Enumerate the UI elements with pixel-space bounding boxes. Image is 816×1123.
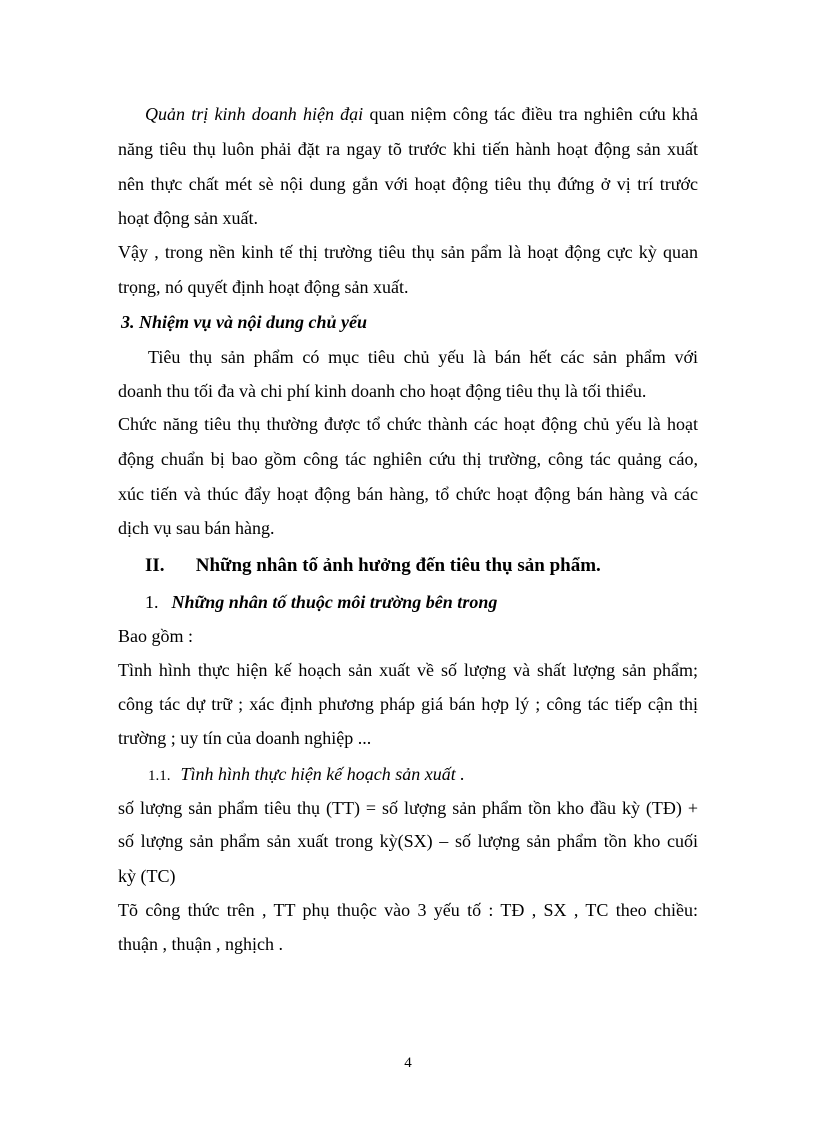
paragraph-line: hoạt động sản xuất.: [118, 208, 258, 228]
text-span: quan niệm công tác điều tra nghiên cứu khả: [369, 104, 698, 124]
paragraph-line: số lượng sản phẩm tiêu thụ (TT) = số lượng sản phẩm tồn kho đầu kỳ (TĐ) +: [118, 798, 698, 818]
subsection-heading-1-1: [148, 760, 698, 790]
paragraph-line: năng tiêu thụ luôn phải đặt ra ngay tõ trước khi tiến hành hoạt động sản xuất: [118, 139, 698, 159]
paragraph-line: Tõ công thức trên , TT phụ thuộc vào 3 yếu tố : TĐ , SX , TC theo chiều:: [118, 900, 698, 920]
paragraph-line: Chức năng tiêu thụ thường được tổ chức thành các hoạt động chủ yếu là hoạt: [118, 414, 698, 434]
paragraph-line: kỳ (TC): [118, 866, 176, 886]
paragraph-line: động chuẩn bị bao gồm công tác nghiên cứu thị trường, công tác quảng cáo,: [118, 449, 698, 469]
paragraph-line: dịch vụ sau bán hàng.: [118, 518, 275, 538]
subsection-heading: [145, 588, 698, 616]
paragraph-line: trọng, nó quyết định hoạt động sản xuất.: [118, 277, 409, 297]
section-number: II.: [145, 555, 165, 576]
paragraph-line: xúc tiến và thúc đẩy hoạt động bán hàng, tổ chức hoạt động bán hàng và các: [118, 484, 698, 504]
paragraph-line: Vậy , trong nền kinh tế thị trường tiêu thụ sản pẩm là hoạt động cực kỳ quan: [118, 242, 698, 262]
page-number: 4: [404, 1055, 412, 1071]
paragraph-line: Tiêu thụ sản phẩm có mục tiêu chủ yếu là bán hết các sản phẩm với: [148, 347, 698, 367]
section-title: Những nhân tố ảnh hưởng đến tiêu thụ sản phẩm.: [195, 555, 601, 576]
paragraph-line: Tình hình thực hiện kế hoạch sản xuất về số lượng và shất lượng sản phẩm;: [118, 660, 698, 680]
paragraph-line: [145, 100, 698, 128]
paragraph-line: nên thực chất mét sè nội dung gắn với hoạt động tiêu thụ đứng ở vị trí trước: [118, 174, 698, 194]
paragraph-line: thuận , thuận , nghịch .: [118, 934, 283, 954]
paragraph-line: Bao gồm :: [118, 626, 193, 646]
subsection-number: 1.: [145, 592, 159, 612]
subsection-title: Tình hình thực hiện kế hoạch sản xuất .: [180, 764, 465, 784]
paragraph-line: công tác dự trữ ; xác định phương pháp giá bán hợp lý ; công tác tiếp cận thị: [118, 694, 698, 714]
subsection-title: Những nhân tố thuộc môi trường bên trong: [171, 592, 498, 612]
paragraph-line: số lượng sản phẩm sản xuất trong kỳ(SX) – số lượng sản phẩm tồn kho cuối: [118, 831, 698, 851]
section-heading-ii: [145, 552, 698, 580]
paragraph-line: trường ; uy tín của doanh nghiệp ...: [118, 728, 372, 748]
section-heading: 3. Nhiệm vụ và nội dung chủ yếu: [121, 312, 368, 332]
paragraph-line: doanh thu tối đa và chi phí kinh doanh cho hoạt động tiêu thụ là tối thiểu.: [118, 381, 647, 401]
subsection-number: 1.1.: [148, 768, 171, 784]
italic-phrase: Quản trị kinh doanh hiện đại: [145, 104, 364, 124]
